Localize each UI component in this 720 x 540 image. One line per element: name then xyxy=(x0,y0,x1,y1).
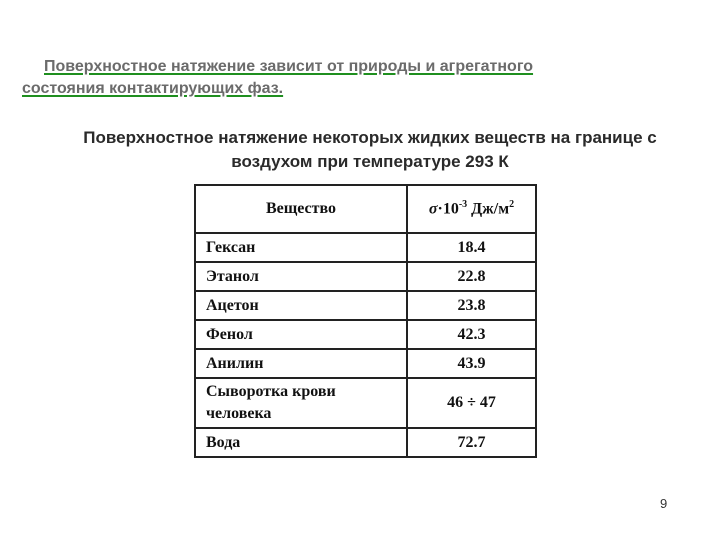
cell-name: Анилин xyxy=(195,349,407,378)
table-header-row xyxy=(195,185,536,233)
cell-value: 46 ÷ 47 xyxy=(407,378,536,428)
cell-name: Сыворотка крови человека xyxy=(195,378,407,428)
table-row xyxy=(195,320,536,349)
table-row xyxy=(195,349,536,378)
cell-value: 18.4 xyxy=(407,233,536,262)
heading-line-2: воздухом при температуре 293 К xyxy=(231,152,509,171)
table-row xyxy=(195,291,536,320)
table-heading xyxy=(20,126,720,174)
cell-name: Ацетон xyxy=(195,291,407,320)
surface-tension-table xyxy=(194,184,537,458)
cell-name: Этанол xyxy=(195,262,407,291)
cell-value: 23.8 xyxy=(407,291,536,320)
page-number: 9 xyxy=(660,496,668,511)
table-row xyxy=(195,428,536,457)
cell-value: 72.7 xyxy=(407,428,536,457)
subtitle-line-1: Поверхностное натяжение зависит от природы и агрегатного xyxy=(44,58,534,75)
table-row xyxy=(195,262,536,291)
slide-subtitle xyxy=(22,56,682,100)
table-row xyxy=(195,233,536,262)
table-row xyxy=(195,378,536,428)
cell-value: 22.8 xyxy=(407,262,536,291)
heading-line-1: Поверхностное натяжение некоторых жидких веществ на границе с xyxy=(83,128,657,147)
cell-name: Гексан xyxy=(195,233,407,262)
cell-value: 43.9 xyxy=(407,349,536,378)
sigma-symbol: σ xyxy=(428,200,438,218)
cell-value: 42.3 xyxy=(407,320,536,349)
cell-name: Фенол xyxy=(195,320,407,349)
subtitle-line-2: состояния контактирующих фаз. xyxy=(22,80,284,97)
header-substance: Вещество xyxy=(195,185,407,233)
cell-name: Вода xyxy=(195,428,407,457)
header-value: $\sigma\cdot 10^{-3}$ $Дж/м^2$ xyxy=(407,185,536,233)
